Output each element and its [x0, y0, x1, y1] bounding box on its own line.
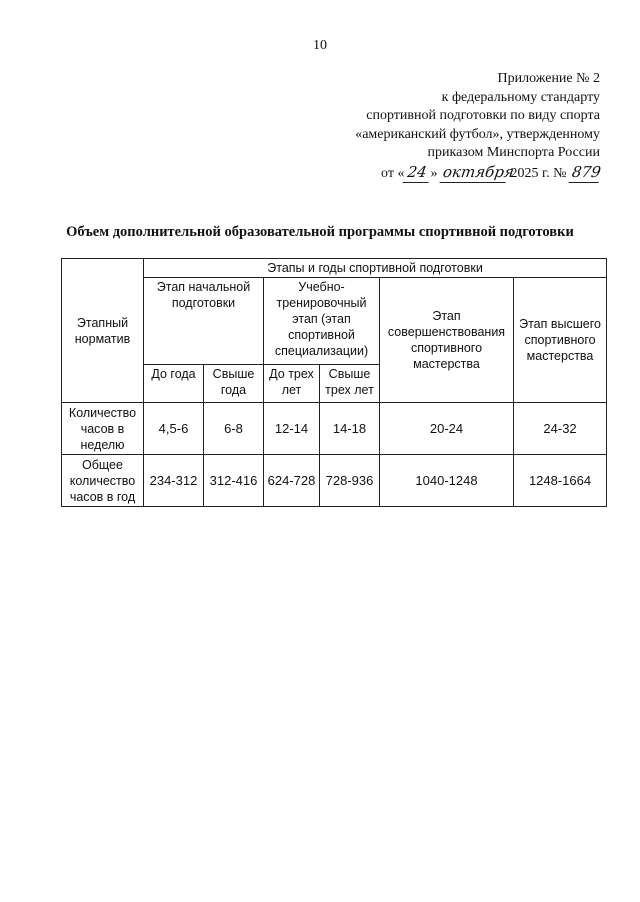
date-prefix: от «: [381, 165, 405, 181]
table-cell: 1040-1248: [380, 455, 514, 507]
stub-header: Этапный норматив: [62, 259, 144, 403]
table-cell: 24-32: [514, 403, 607, 455]
handwritten-month: октября: [440, 163, 509, 183]
table-cell: 234-312: [144, 455, 204, 507]
document-title: Объем дополнительной образовательной программы спортивной подготовки: [66, 224, 574, 240]
page-number: 10: [313, 38, 327, 53]
handwritten-order-number: 879: [569, 163, 602, 183]
row-label: Общее количество часов в год: [62, 455, 144, 507]
handwritten-day: 24: [403, 163, 432, 183]
subheader-initial-1: До года: [144, 365, 204, 403]
annex-line: Приложение № 2: [497, 71, 600, 86]
stage-initial-header: Этап начальной подготовки: [144, 278, 264, 365]
stage-training-header: Учебно-тренировочный этап (этап спортивной специализации): [264, 278, 380, 365]
order-date-line: [270, 162, 603, 184]
annex-line: к федеральному стандарту: [441, 89, 600, 105]
annex-header: [270, 70, 603, 183]
subheader-training-1: До трех лет: [264, 365, 320, 403]
annex-line: «американский футбол», утвержденному: [355, 126, 600, 142]
table-cell: 12-14: [264, 403, 320, 455]
table-cell: 728-936: [320, 455, 380, 507]
table-cell: 20-24: [380, 403, 514, 455]
table-row: [62, 403, 607, 455]
table-cell: 6-8: [204, 403, 264, 455]
training-volume-table: [61, 258, 607, 507]
subheader-training-2: Свыше трех лет: [320, 365, 380, 403]
table-cell: 624-728: [264, 455, 320, 507]
subheader-initial-2: Свыше года: [204, 365, 264, 403]
table-cell: 4,5-6: [144, 403, 204, 455]
stage-higher-header: Этап высшего спортивного мастерства: [514, 278, 607, 403]
table-cell: 312-416: [204, 455, 264, 507]
date-mid: »: [430, 165, 438, 181]
table-row: [62, 455, 607, 507]
row-label: Количество часов в неделю: [62, 403, 144, 455]
group-header: Этапы и годы спортивной подготовки: [144, 259, 607, 278]
annex-line: приказом Минспорта России: [427, 145, 600, 160]
table-cell: 1248-1664: [514, 455, 607, 507]
table-cell: 14-18: [320, 403, 380, 455]
stage-improvement-header: Этап совершенствования спортивного мастерства: [380, 278, 514, 403]
annex-line: спортивной подготовки по виду спорта: [366, 108, 600, 123]
date-suffix: 2025 г. №: [510, 165, 567, 181]
